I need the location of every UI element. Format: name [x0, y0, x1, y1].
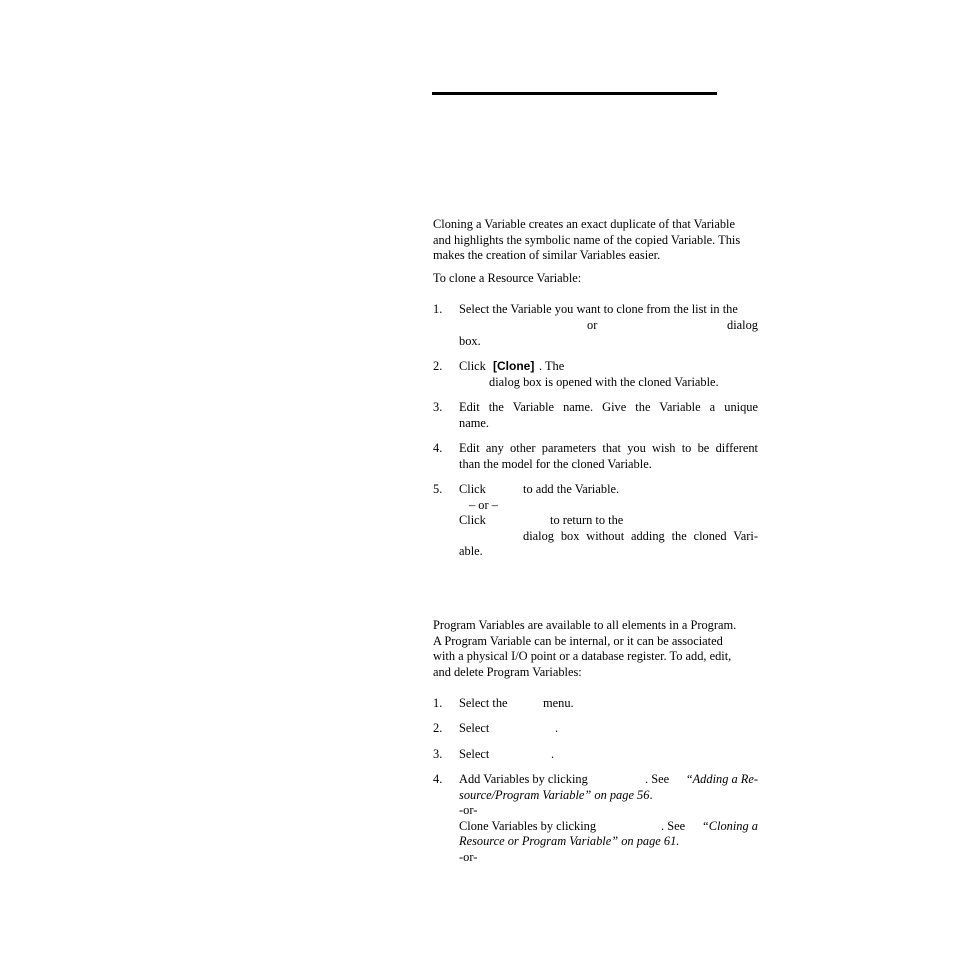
clone-lead: To clone a Resource Variable:	[433, 271, 582, 285]
clone-button-label: [Clone]	[493, 359, 535, 373]
header-rule	[432, 92, 717, 95]
clone-intro-paragraph: Cloning a Variable creates an exact duplicate of that Variable and highlights the symbolic name of the copied Variable. This makes the creation of similar Variables easier.	[433, 217, 741, 262]
program-variables-intro: Program Variables are available to all elements in a Program. A Program Variable can be internal, or it can be associated with a physical I/O point or a database register. To add, edit, and delete Program Variables:	[433, 618, 737, 679]
